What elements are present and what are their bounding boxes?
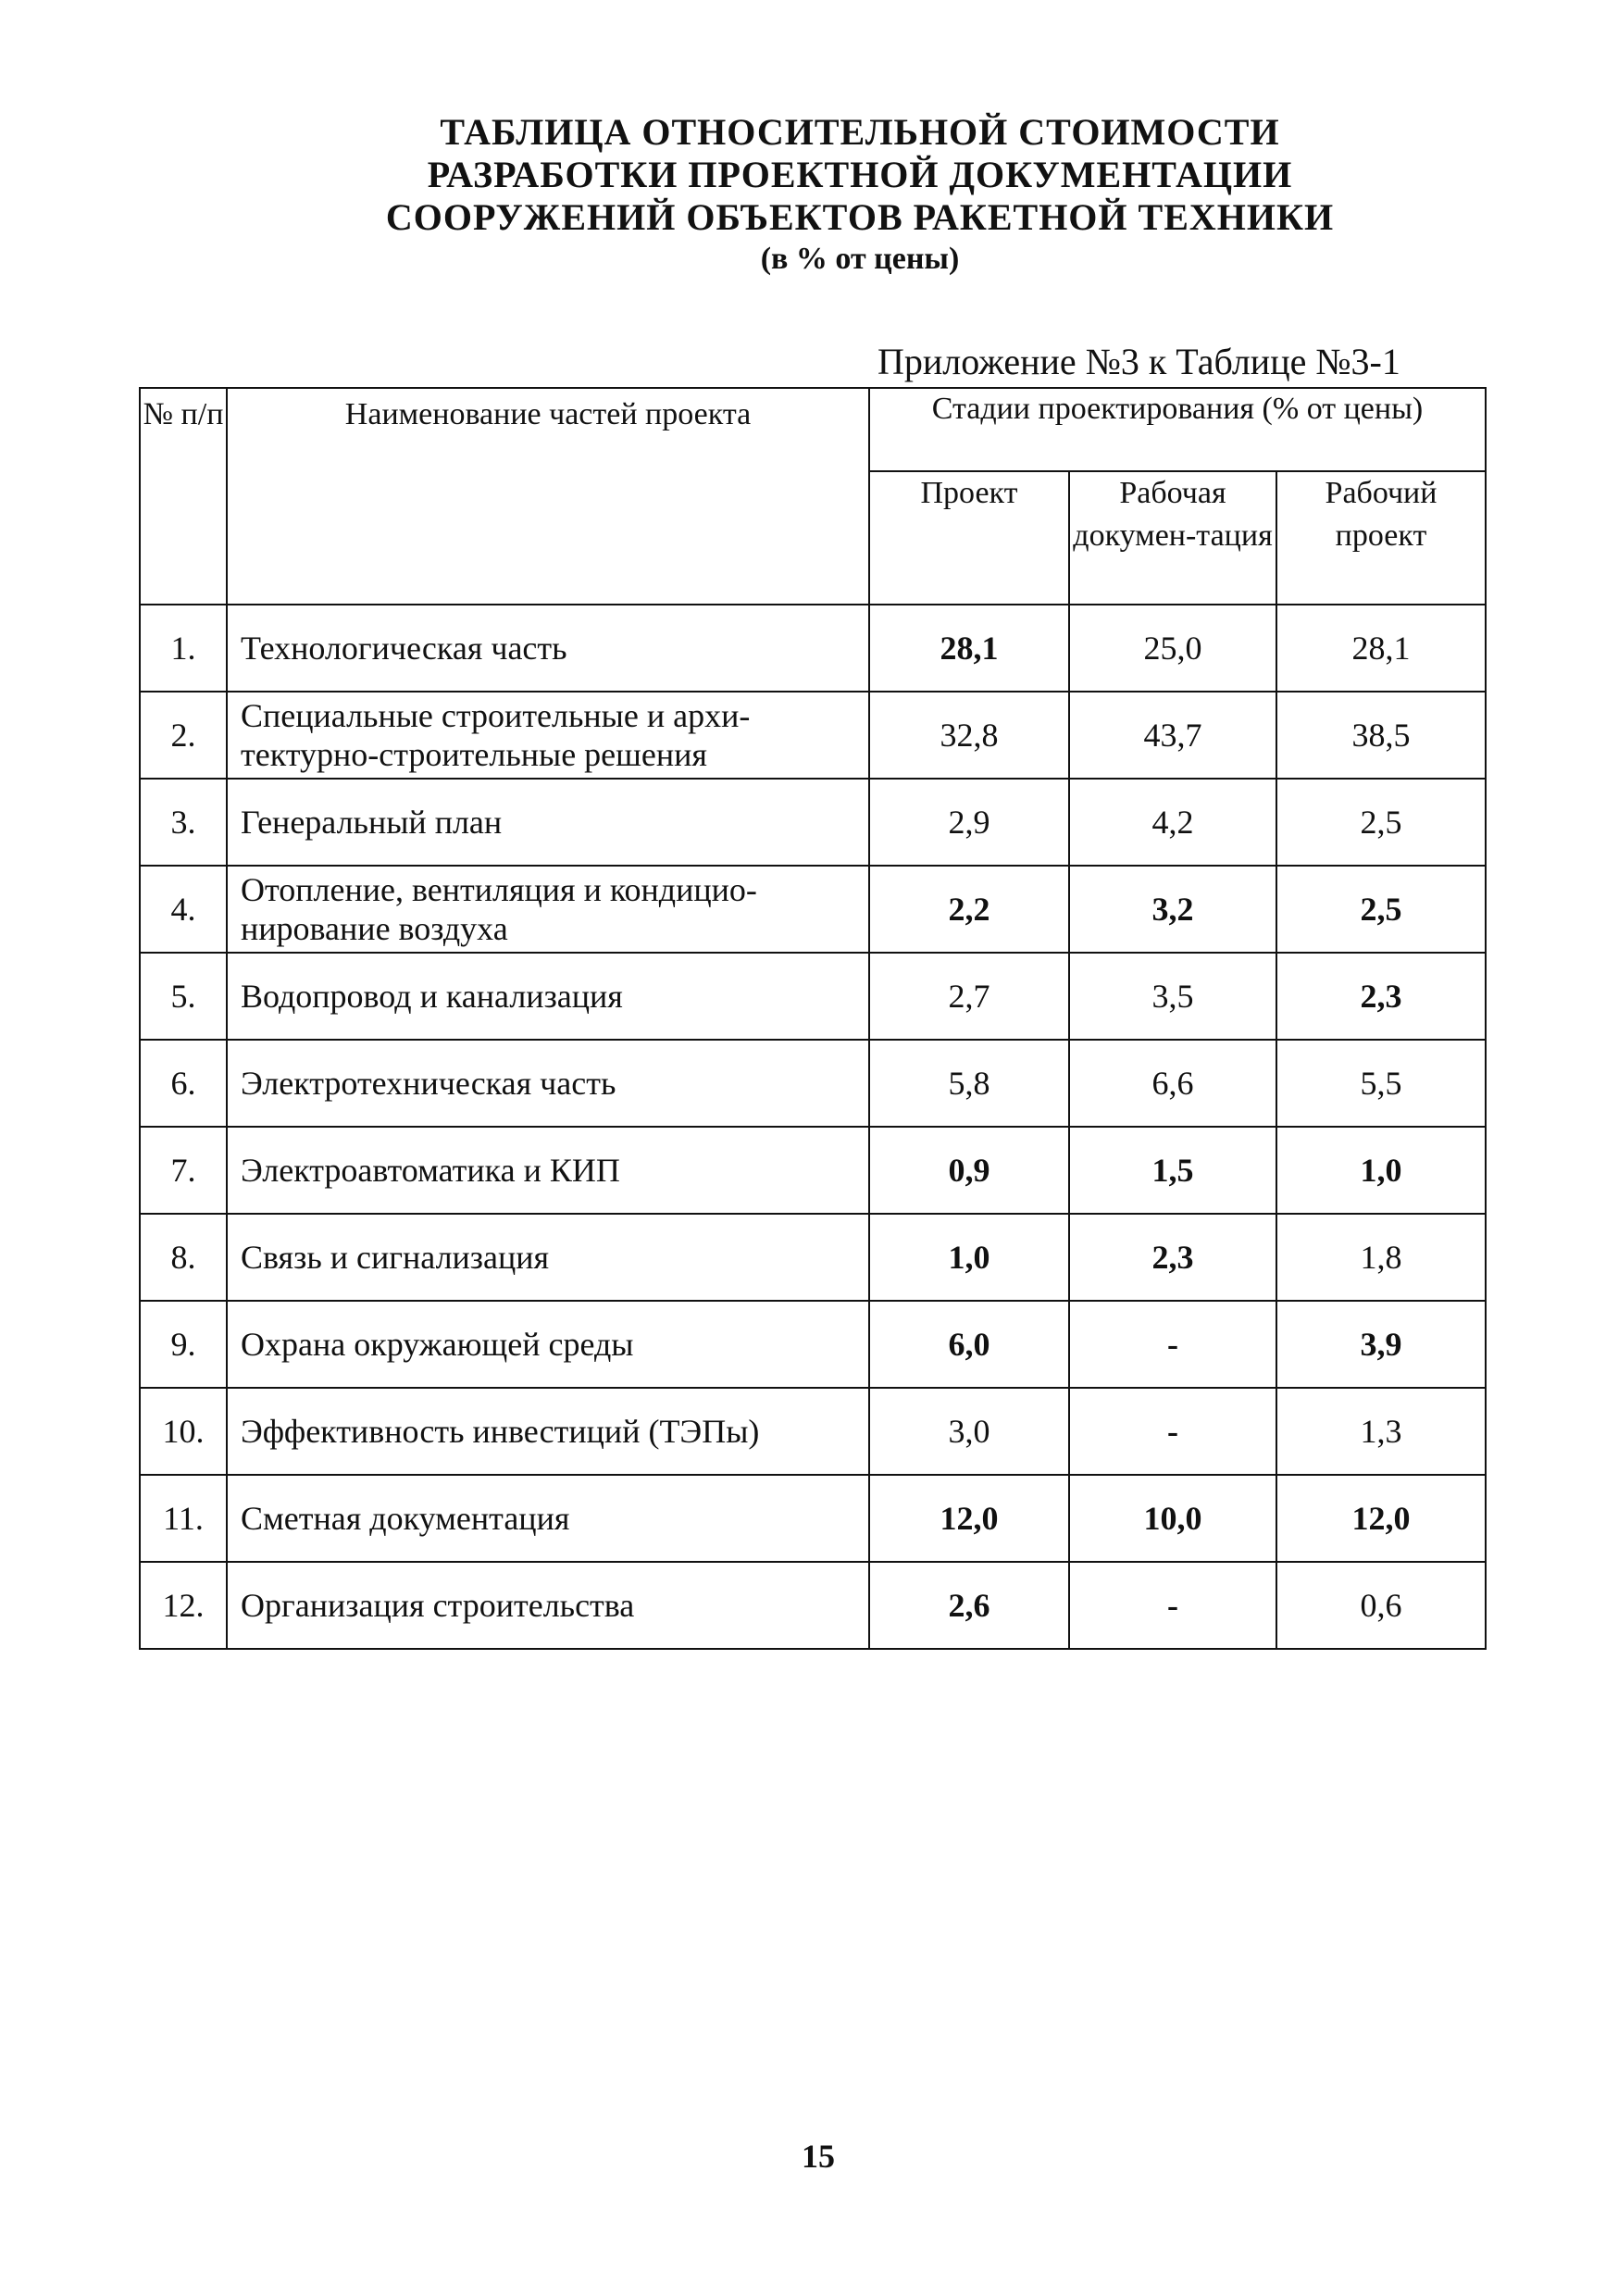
row-number: 4. bbox=[140, 866, 227, 953]
header-working-project: Рабочий проект bbox=[1276, 471, 1486, 605]
table-row bbox=[140, 605, 1486, 692]
value-project: 32,8 bbox=[869, 692, 1069, 779]
row-name: Технологическая часть bbox=[227, 605, 869, 692]
value-working-project: 2,5 bbox=[1276, 779, 1486, 866]
value-working-project: 3,9 bbox=[1276, 1301, 1486, 1388]
value-project: 0,9 bbox=[869, 1127, 1069, 1214]
value-working-project: 12,0 bbox=[1276, 1475, 1486, 1562]
row-number: 11. bbox=[140, 1475, 227, 1562]
header-row-1 bbox=[140, 388, 1486, 471]
table-row bbox=[140, 1388, 1486, 1475]
value-working-docs: 6,6 bbox=[1069, 1040, 1276, 1127]
value-working-docs: - bbox=[1069, 1301, 1276, 1388]
row-name: Охрана окружающей среды bbox=[227, 1301, 869, 1388]
value-working-docs: 2,3 bbox=[1069, 1214, 1276, 1301]
value-project: 2,6 bbox=[869, 1562, 1069, 1649]
page-number: 15 bbox=[802, 2138, 835, 2175]
value-working-project: 1,8 bbox=[1276, 1214, 1486, 1301]
title-line-3: СООРУЖЕНИЙ ОБЪЕКТОВ РАКЕТНОЙ ТЕХНИКИ bbox=[385, 196, 1335, 238]
value-project: 2,7 bbox=[869, 953, 1069, 1040]
value-project: 5,8 bbox=[869, 1040, 1069, 1127]
value-working-docs: - bbox=[1069, 1388, 1276, 1475]
value-working-docs: 3,2 bbox=[1069, 866, 1276, 953]
title-subtitle: (в % от цены) bbox=[760, 242, 960, 276]
row-name: Электроавтоматика и КИП bbox=[227, 1127, 869, 1214]
value-working-docs: 43,7 bbox=[1069, 692, 1276, 779]
table-row bbox=[140, 1214, 1486, 1301]
document-title bbox=[0, 111, 1618, 280]
table-row bbox=[140, 1562, 1486, 1649]
value-project: 2,9 bbox=[869, 779, 1069, 866]
value-working-project: 5,5 bbox=[1276, 1040, 1486, 1127]
row-number: 8. bbox=[140, 1214, 227, 1301]
header-stages: Стадии проектирования (% от цены) bbox=[869, 388, 1486, 471]
header-num: № п/п bbox=[140, 388, 227, 605]
value-project: 12,0 bbox=[869, 1475, 1069, 1562]
value-working-docs: 1,5 bbox=[1069, 1127, 1276, 1214]
row-number: 12. bbox=[140, 1562, 227, 1649]
table-row bbox=[140, 1301, 1486, 1388]
row-name: Электротехническая часть bbox=[227, 1040, 869, 1127]
title-line-2: РАЗРАБОТКИ ПРОЕКТНОЙ ДОКУМЕНТАЦИИ bbox=[427, 154, 1293, 195]
row-name: Связь и сигнализация bbox=[227, 1214, 869, 1301]
value-project: 28,1 bbox=[869, 605, 1069, 692]
row-number: 6. bbox=[140, 1040, 227, 1127]
table-row bbox=[140, 1040, 1486, 1127]
value-project: 2,2 bbox=[869, 866, 1069, 953]
value-working-project: 1,0 bbox=[1276, 1127, 1486, 1214]
title-line-1: ТАБЛИЦА ОТНОСИТЕЛЬНОЙ СТОИМОСТИ bbox=[440, 111, 1280, 153]
row-name: Отопление, вентиляция и кондицио-нирование воздуха bbox=[227, 866, 869, 953]
row-number: 1. bbox=[140, 605, 227, 692]
table-row bbox=[140, 1475, 1486, 1562]
value-working-project: 2,5 bbox=[1276, 866, 1486, 953]
table-row bbox=[140, 866, 1486, 953]
header-project: Проект bbox=[869, 471, 1069, 605]
value-working-docs: 25,0 bbox=[1069, 605, 1276, 692]
row-name: Специальные строительные и архи-тектурно-строительные решения bbox=[227, 692, 869, 779]
row-number: 9. bbox=[140, 1301, 227, 1388]
value-working-docs: 4,2 bbox=[1069, 779, 1276, 866]
row-name: Генеральный план bbox=[227, 779, 869, 866]
cost-table bbox=[139, 387, 1487, 1650]
table-row bbox=[140, 692, 1486, 779]
row-name: Сметная документация bbox=[227, 1475, 869, 1562]
value-working-project: 1,3 bbox=[1276, 1388, 1486, 1475]
row-name: Организация строительства bbox=[227, 1562, 869, 1649]
value-working-docs: 10,0 bbox=[1069, 1475, 1276, 1562]
table-row bbox=[140, 779, 1486, 866]
row-number: 5. bbox=[140, 953, 227, 1040]
row-name: Эффективность инвестиций (ТЭПы) bbox=[227, 1388, 869, 1475]
value-working-project: 38,5 bbox=[1276, 692, 1486, 779]
row-number: 2. bbox=[140, 692, 227, 779]
row-number: 10. bbox=[140, 1388, 227, 1475]
row-name: Водопровод и канализация bbox=[227, 953, 869, 1040]
row-number: 7. bbox=[140, 1127, 227, 1214]
header-name: Наименование частей проекта bbox=[227, 388, 869, 605]
value-project: 6,0 bbox=[869, 1301, 1069, 1388]
appendix-reference: Приложение №3 к Таблице №3-1 bbox=[877, 341, 1400, 382]
value-working-project: 2,3 bbox=[1276, 953, 1486, 1040]
table-row bbox=[140, 953, 1486, 1040]
value-working-project: 28,1 bbox=[1276, 605, 1486, 692]
table-row bbox=[140, 1127, 1486, 1214]
value-working-docs: 3,5 bbox=[1069, 953, 1276, 1040]
header-working-docs: Рабочая докумен-тация bbox=[1069, 471, 1276, 605]
value-working-docs: - bbox=[1069, 1562, 1276, 1649]
value-working-project: 0,6 bbox=[1276, 1562, 1486, 1649]
value-project: 1,0 bbox=[869, 1214, 1069, 1301]
value-project: 3,0 bbox=[869, 1388, 1069, 1475]
row-number: 3. bbox=[140, 779, 227, 866]
